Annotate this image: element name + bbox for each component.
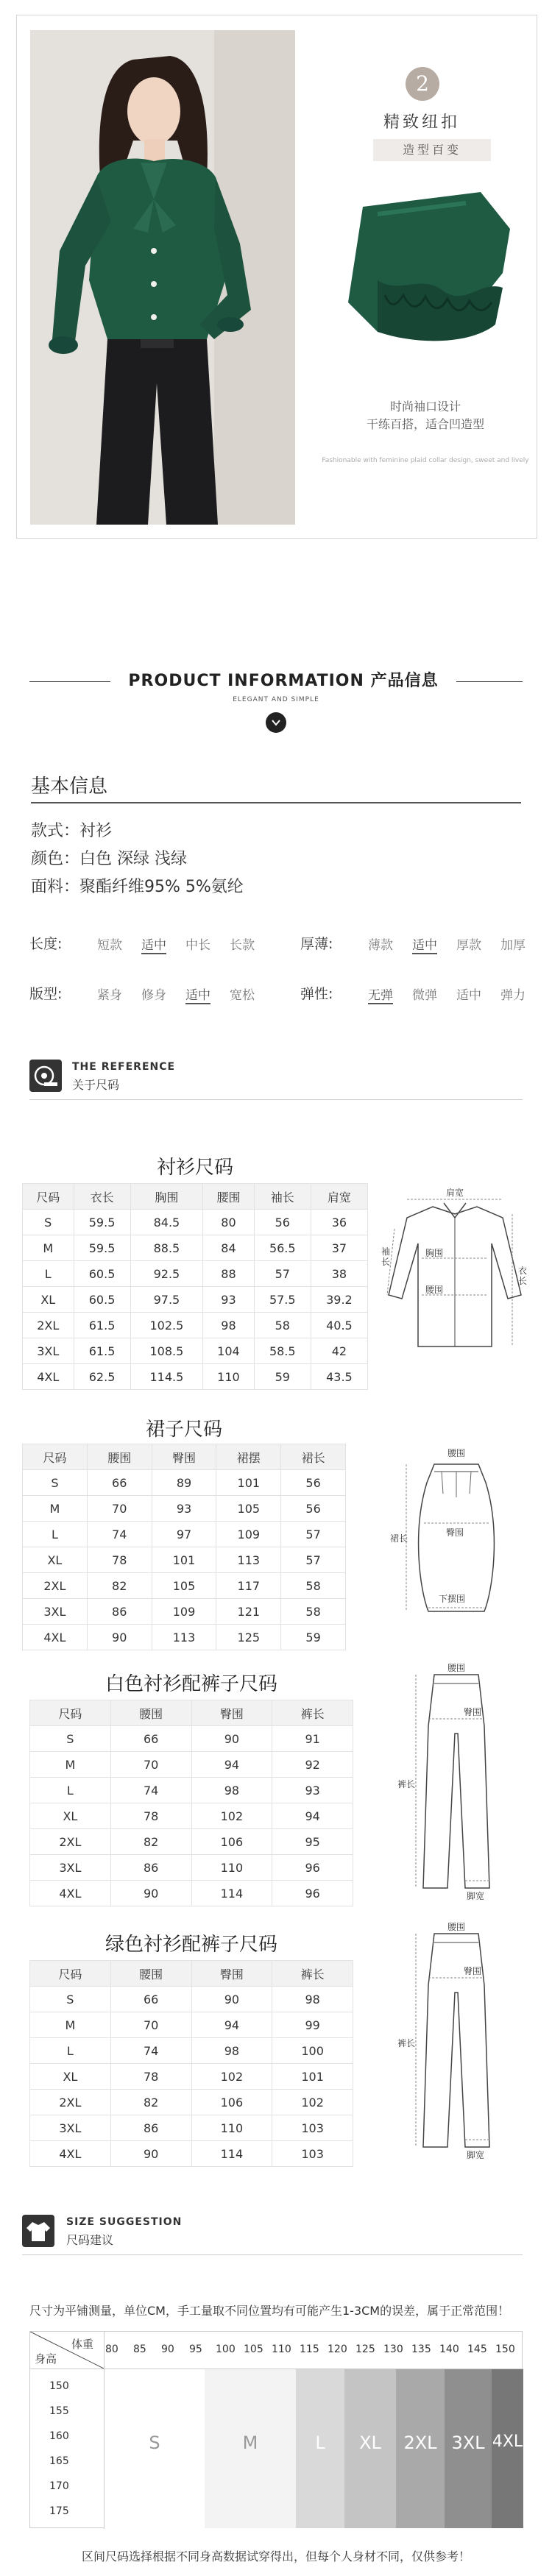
table-cell: 42 [311,1338,367,1364]
table-cell: 82 [110,1829,191,1855]
table-cell: 102 [191,1803,272,1829]
attr-length-option: 长款 [230,938,255,953]
table-cell: 38 [311,1261,367,1287]
diagram-label: 下摆围 [439,1594,466,1604]
feature-card [16,15,537,539]
table-cell: 102 [191,2064,272,2090]
shirt-table-title: 衬衫尺码 [156,1157,233,1179]
size-band [105,2369,205,2528]
attr-fit-option: 修身 [141,988,166,1003]
weight-label: 100 [216,2343,236,2355]
table-header: 臀围 [191,1961,272,1987]
table-row [30,1803,353,1829]
size-bands [105,2369,523,2528]
table-cell: 39.2 [311,1287,367,1313]
table-cell: 56 [281,1496,346,1522]
table-cell: 96 [272,1855,353,1881]
table-cell: 3XL [23,1599,88,1625]
table-cell: L [30,2038,111,2064]
skirt-size-table [22,1444,346,1650]
feature-fine-print: Fashionable with feminine plaid collar design, sweet and lively [322,457,529,464]
table-cell: 121 [216,1599,281,1625]
table-header: 裤长 [272,1961,353,1987]
table-header: 腰围 [87,1444,152,1470]
table-cell: 114 [191,2141,272,2167]
table-cell: 98 [191,1778,272,1803]
table-cell: 59 [281,1625,346,1650]
table-cell: 91 [272,1726,353,1752]
suggestion-footer: 区间尺码选择根据不同身高数据试穿得出，但每个人身材不同，仅供参考！ [81,2550,470,2563]
suggestion-title-en: SIZE SUGGESTION [66,2216,183,2228]
table-cell: 108.5 [130,1338,203,1364]
table-cell: 56 [281,1470,346,1496]
skirt-table-title: 裙子尺码 [145,1419,222,1441]
table-header: 裙摆 [216,1444,281,1470]
table-cell: 95 [272,1829,353,1855]
table-cell: 89 [152,1470,216,1496]
table-cell: 104 [203,1338,255,1364]
attr-thickness-option-selected: 适中 [412,934,437,954]
size-band-label: L [315,2433,325,2453]
table-header: 胸围 [130,1184,203,1210]
diagram-label: 腰围 [447,1922,466,1932]
table-cell: 57 [281,1547,346,1573]
table-cell: 113 [216,1547,281,1573]
table-row [23,1522,346,1547]
table-cell: 101 [152,1547,216,1573]
feature-description [333,398,517,433]
feature-desc-line2: 干练百搭，适合凹造型 [366,417,484,431]
attr-elasticity-option-selected: 无弹 [368,984,393,1004]
table-cell: 58 [281,1599,346,1625]
table-cell: 57.5 [254,1287,311,1313]
feature-number: 2 [406,67,439,101]
table-cell: 57 [281,1522,346,1547]
table-cell: 98 [203,1313,255,1338]
table-cell: 86 [110,2115,191,2141]
table-header: 尺码 [23,1184,74,1210]
height-label: 165 [49,2455,69,2467]
table-row [23,1338,368,1364]
size-band [445,2369,492,2528]
table-cell: 102 [272,2090,353,2115]
cuff-detail-photo [333,185,517,354]
table-cell: 2XL [30,2090,111,2115]
weight-label: 80 [105,2343,118,2355]
table-cell: 84 [203,1235,255,1261]
table-cell: M [23,1496,88,1522]
diagram-label: 裤长 [397,2038,416,2048]
table-cell: 114 [191,1881,272,1906]
table-cell: 98 [191,2038,272,2064]
weight-label: 120 [328,2343,347,2355]
table-cell: 37 [311,1235,367,1261]
table-cell: 96 [272,1881,353,1906]
size-band [205,2369,296,2528]
table-cell: 4XL [30,1881,111,1906]
diagram-label: 脚宽 [467,1891,485,1901]
table-row [30,1855,353,1881]
table-row [30,1778,353,1803]
table-row [23,1547,346,1573]
table-cell: 103 [272,2115,353,2141]
attr-thickness-option: 厚款 [456,938,481,953]
weight-label: 135 [411,2343,431,2355]
table-cell: XL [23,1287,74,1313]
weight-label: 115 [300,2343,319,2355]
table-row [30,2141,353,2167]
table-cell: 97.5 [130,1287,203,1313]
table-header: 尺码 [30,1961,111,1987]
table-cell: 90 [191,1726,272,1752]
green-pants-diagram [397,1919,515,2162]
suggestion-title-cn: 尺码建议 [66,2233,114,2247]
reference-rule [29,1099,523,1100]
table-cell: M [30,2012,111,2038]
table-header: 尺码 [30,1700,111,1726]
table-row [30,1752,353,1778]
table-cell: 110 [191,2115,272,2141]
table-cell: 113 [152,1625,216,1650]
table-cell: 88.5 [130,1235,203,1261]
model-photo [30,30,295,525]
diagram-label: 脚宽 [467,2150,485,2160]
table-cell: 117 [216,1573,281,1599]
table-cell: 43.5 [311,1364,367,1390]
table-cell: 109 [216,1522,281,1547]
table-cell: XL [30,1803,111,1829]
table-cell: 90 [110,1881,191,1906]
table-cell: 105 [152,1573,216,1599]
table-cell: 58.5 [254,1338,311,1364]
attr-fit-option-selected: 适中 [185,984,210,1004]
diagram-label: 腰围 [425,1285,444,1295]
height-label: 170 [49,2480,69,2492]
table-cell: 78 [87,1547,152,1573]
weight-label: 110 [272,2343,291,2355]
table-cell: 60.5 [74,1261,130,1287]
basic-info-title: 基本信息 [31,776,108,798]
table-cell: 92 [272,1752,353,1778]
table-cell: 56.5 [254,1235,311,1261]
skirt-diagram [390,1442,523,1633]
product-info-title: PRODUCT INFORMATION 产品信息 [110,668,456,691]
table-cell: 106 [191,2090,272,2115]
table-cell: 86 [87,1599,152,1625]
table-row [23,1364,368,1390]
table-cell: 82 [110,2090,191,2115]
table-cell: 66 [87,1470,152,1496]
basic-style: 款式：衬衫 [31,822,113,840]
table-cell: M [30,1752,111,1778]
feature-title: 精致纽扣 [383,113,460,132]
table-cell: 92.5 [130,1261,203,1287]
diagram-label: 腰围 [447,1448,466,1458]
attr-length-option: 中长 [185,938,210,953]
table-cell: XL [30,2064,111,2090]
table-header: 肩宽 [311,1184,367,1210]
table-row [30,2115,353,2141]
table-cell: 2XL [23,1573,88,1599]
height-label: 150 [49,2380,69,2392]
diagram-label: 腰围 [447,1663,466,1673]
feature-tag: 造型百变 [373,139,491,161]
diagram-label: 胸围 [425,1248,444,1258]
diagram-label: 袖长 [381,1246,391,1267]
table-cell: 62.5 [74,1364,130,1390]
table-cell: 2XL [23,1313,74,1338]
table-cell: 3XL [23,1338,74,1364]
table-cell: 99 [272,2012,353,2038]
attr-thickness-option: 薄款 [368,938,393,953]
weight-label: 150 [495,2343,515,2355]
table-cell: 74 [87,1522,152,1547]
weight-header-row [104,2332,523,2369]
table-header: 裤长 [272,1700,353,1726]
diagram-label: 裙长 [390,1533,408,1544]
attr-length-option: 短款 [97,938,122,953]
shirt-icon [22,2215,54,2247]
table-cell: 59 [254,1364,311,1390]
table-row [23,1573,346,1599]
table-cell: 66 [110,1987,191,2012]
table-cell: 4XL [23,1364,74,1390]
attr-fit-label: 版型: [29,986,63,1002]
size-band-label: XL [359,2433,381,2453]
size-band-label: 3XL [451,2433,485,2453]
attr-elasticity-label: 弹性: [300,986,333,1002]
size-band [396,2369,445,2528]
table-cell: L [30,1778,111,1803]
size-band-label: 4XL [492,2433,523,2451]
attr-fit-option: 宽松 [230,988,255,1003]
table-header: 尺码 [23,1444,88,1470]
white-pants-diagram [397,1660,515,1903]
table-cell: 106 [191,1829,272,1855]
table-cell: 101 [216,1470,281,1496]
diagram-label: 衣长 [518,1266,528,1286]
suggestion-note: 尺寸为平铺测量，单位CM，手工量取不同位置均有可能产生1-3CM的误差，属于正常范围！ [29,2304,510,2318]
table-cell: S [23,1470,88,1496]
table-row [23,1210,368,1235]
table-cell: 70 [110,2012,191,2038]
table-cell: 82 [87,1573,152,1599]
table-row [23,1235,368,1261]
weight-label: 105 [244,2343,263,2355]
diagram-label: 臀围 [464,1966,482,1976]
table-cell: 101 [272,2064,353,2090]
suggestion-rule [22,2254,523,2255]
weight-label: 95 [189,2343,202,2355]
table-row [23,1261,368,1287]
weight-label: 130 [383,2343,403,2355]
size-suggestion-grid [29,2331,523,2528]
table-cell: 4XL [30,2141,111,2167]
white-pants-size-table [29,1700,353,1906]
reference-title-cn: 关于尺码 [72,1078,120,1092]
height-label: 160 [49,2430,69,2442]
chevron-down-icon [266,712,286,733]
feature-desc-line1: 时尚袖口设计 [389,400,461,414]
table-cell: S [23,1210,74,1235]
table-header: 臀围 [191,1700,272,1726]
basic-fabric: 面料：聚酯纤维95% 5%氨纶 [31,878,244,896]
table-row [30,1829,353,1855]
diagram-label: 肩宽 [446,1188,464,1198]
table-cell: 40.5 [311,1313,367,1338]
table-cell: 80 [203,1210,255,1235]
table-row [23,1313,368,1338]
green-pants-table-title: 绿色衬衫配裤子尺码 [105,1934,277,1956]
attr-length-option-selected: 适中 [141,934,166,954]
attr-thickness-label: 厚薄: [300,936,333,952]
table-cell: 100 [272,2038,353,2064]
size-band [344,2369,396,2528]
table-cell: L [23,1522,88,1547]
table-cell: 110 [191,1855,272,1881]
table-cell: 66 [110,1726,191,1752]
table-row [23,1287,368,1313]
table-cell: 59.5 [74,1210,130,1235]
table-cell: 59.5 [74,1235,130,1261]
table-row [30,1881,353,1906]
diagram-label: 臀围 [446,1527,464,1538]
table-cell: 4XL [23,1625,88,1650]
table-cell: L [23,1261,74,1287]
table-cell: 94 [191,1752,272,1778]
table-row [23,1470,346,1496]
basic-color: 颜色：白色 深绿 浅绿 [31,850,187,868]
table-cell: 58 [281,1573,346,1599]
product-info-subtitle: ELEGANT AND SIMPLE [233,696,319,703]
table-row [23,1599,346,1625]
attr-elasticity-option: 适中 [456,988,481,1003]
reference-title-en: THE REFERENCE [72,1061,176,1073]
table-cell: 2XL [30,1829,111,1855]
table-cell: 74 [110,2038,191,2064]
tape-measure-icon [29,1060,62,1092]
height-label: 175 [49,2505,69,2517]
weight-label: 90 [161,2343,174,2355]
table-cell: 61.5 [74,1338,130,1364]
shirt-diagram [381,1185,528,1376]
table-cell: 86 [110,1855,191,1881]
table-cell: 3XL [30,2115,111,2141]
table-cell: 90 [110,2141,191,2167]
table-cell: S [30,1987,111,2012]
table-row [30,2064,353,2090]
table-cell: 125 [216,1625,281,1650]
weight-label: 145 [467,2343,487,2355]
table-cell: 102.5 [130,1313,203,1338]
weight-label: 85 [133,2343,146,2355]
weight-label: 125 [355,2343,375,2355]
table-cell: 70 [110,1752,191,1778]
table-cell: S [30,1726,111,1752]
weight-label: 140 [439,2343,459,2355]
table-cell: 3XL [30,1855,111,1881]
table-row [30,1726,353,1752]
diagram-label: 臀围 [464,1707,482,1717]
table-cell: 58 [254,1313,311,1338]
table-header: 衣长 [74,1184,130,1210]
size-band-label: 2XL [403,2433,437,2453]
corner-height-label: 身高 [35,2352,57,2366]
table-cell: 110 [203,1364,255,1390]
table-header: 袖长 [254,1184,311,1210]
table-cell: 74 [110,1778,191,1803]
table-cell: XL [23,1547,88,1573]
table-cell: 78 [110,1803,191,1829]
table-cell: 93 [203,1287,255,1313]
table-cell: 88 [203,1261,255,1287]
table-cell: 97 [152,1522,216,1547]
table-row [30,1987,353,2012]
table-header: 裙长 [281,1444,346,1470]
table-cell: 90 [87,1625,152,1650]
table-row [30,2012,353,2038]
table-cell: 61.5 [74,1313,130,1338]
size-band [296,2369,344,2528]
table-row [23,1625,346,1650]
table-row [30,2090,353,2115]
table-header: 腰围 [203,1184,255,1210]
attr-thickness-option: 加厚 [500,938,526,953]
size-band-label: M [242,2433,258,2453]
size-band [492,2369,523,2528]
table-cell: 60.5 [74,1287,130,1313]
green-pants-size-table [29,1960,353,2167]
size-band-label: S [149,2433,160,2453]
table-cell: 109 [152,1599,216,1625]
table-row [30,2038,353,2064]
table-header: 腰围 [110,1700,191,1726]
table-cell: M [23,1235,74,1261]
attr-elasticity-option: 微弹 [412,988,437,1003]
table-cell: 94 [272,1803,353,1829]
table-cell: 98 [272,1987,353,2012]
table-row [23,1496,346,1522]
basic-info-rule [31,802,521,803]
table-cell: 103 [272,2141,353,2167]
corner-weight-label: 体重 [71,2338,94,2351]
table-cell: 57 [254,1261,311,1287]
table-cell: 105 [216,1496,281,1522]
diagram-label: 裤长 [397,1779,416,1789]
table-cell: 78 [110,2064,191,2090]
table-cell: 93 [152,1496,216,1522]
table-cell: 84.5 [130,1210,203,1235]
table-cell: 70 [87,1496,152,1522]
table-cell: 56 [254,1210,311,1235]
height-label: 155 [49,2405,69,2417]
table-header: 臀围 [152,1444,216,1470]
attr-elasticity-option: 弹力 [500,988,526,1003]
attr-fit-option: 紧身 [97,988,122,1003]
table-cell: 36 [311,1210,367,1235]
attr-length-label: 长度: [29,936,63,952]
table-header: 腰围 [110,1961,191,1987]
white-pants-table-title: 白色衬衫配裤子尺码 [105,1673,277,1695]
shirt-size-table [22,1183,368,1390]
table-cell: 93 [272,1778,353,1803]
table-cell: 114.5 [130,1364,203,1390]
table-cell: 90 [191,1987,272,2012]
table-cell: 94 [191,2012,272,2038]
